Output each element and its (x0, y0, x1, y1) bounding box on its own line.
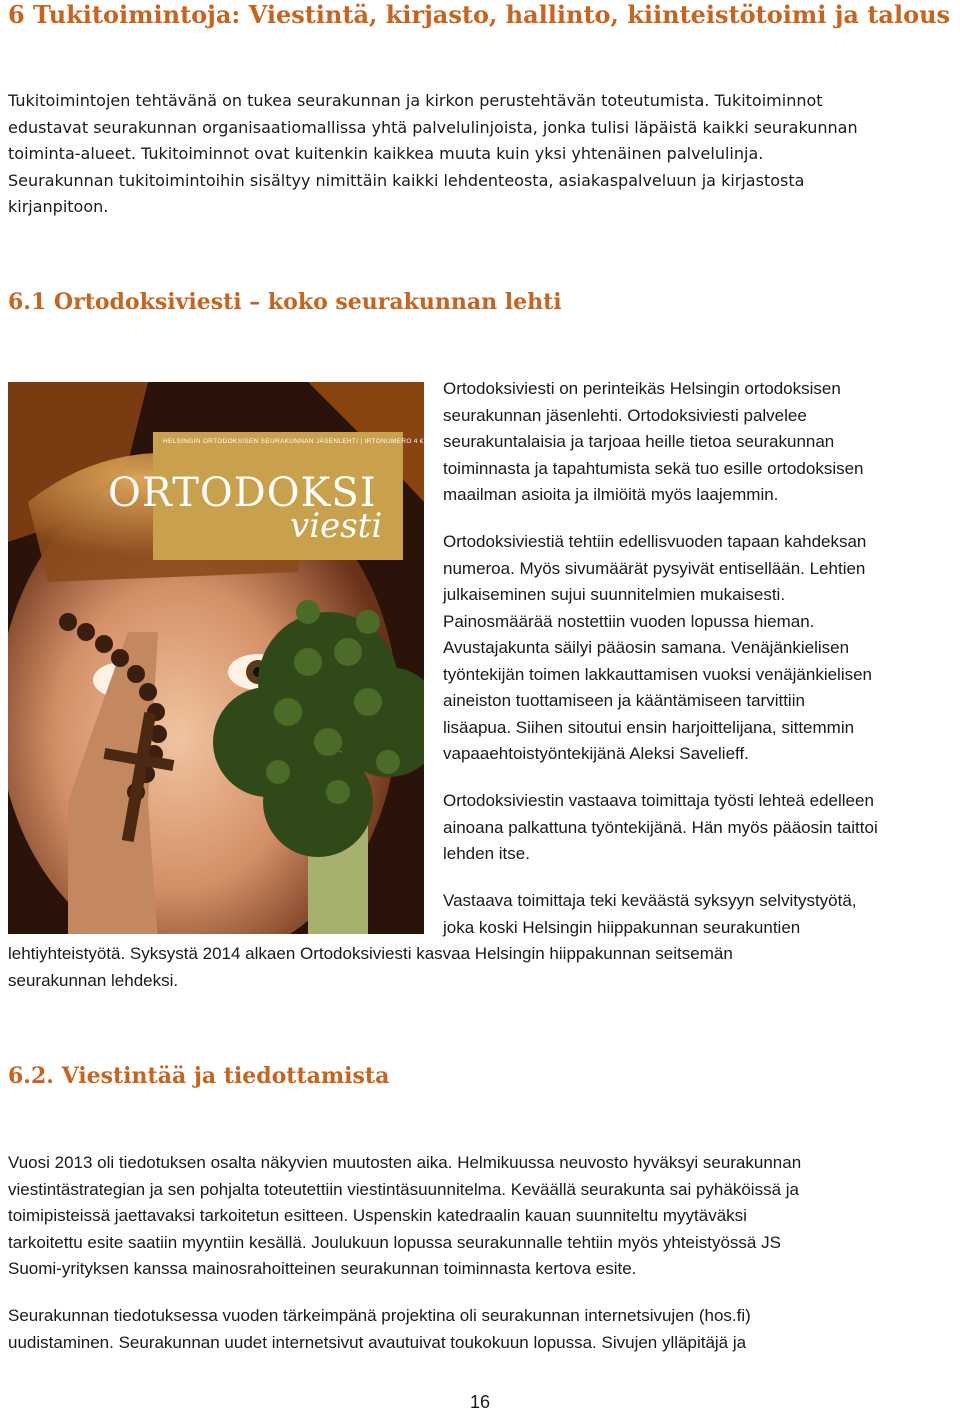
section-1-paragraph-4 (443, 888, 955, 941)
page-number: 16 (469, 1392, 491, 1412)
text-line: joka koski Helsingin hiippakunnan seurakuntien (443, 917, 801, 937)
text-line: Seurakunnan tiedotuksessa vuoden tärkeimpänä projektina oli seurakunnan internetsivujen (hos.fi) (8, 1306, 751, 1325)
text-line: ainoana palkattuna työntekijänä. Hän myös pääosin taittoi (443, 817, 878, 837)
text-line: työntekijän toimen lakkauttamisen vuoksi venäjänkielisen (443, 664, 873, 684)
text-line: toimipisteissä jaettavaksi tarkoitetun esitteen. Uspenskin katedraalin kauan suunniteltu myytäväksi (8, 1206, 747, 1225)
section-1-paragraph-4-continued (8, 941, 952, 994)
section-2-title: 6.2. Viestintää ja tiedottamista (8, 1063, 390, 1089)
intro-paragraph (8, 88, 952, 221)
text-line: julkaiseminen sujui suunnitelmien mukaisesti. (443, 585, 786, 604)
text-line: lehden itse. (443, 844, 530, 863)
text-line: viestintästrategian ja sen pohjalta toteutettiin viestintäsuunnitelma. Keväällä seurakunta sai pyhäköissä ja (8, 1179, 799, 1199)
intro-line: kirjanpitoon. (8, 197, 109, 216)
masthead-title: ORTODOKSI (108, 470, 377, 516)
intro-line: Tukitoimintojen tehtävänä on tukea seurakunnan ja kirkon perustehtävän toteutumista. Tukitoiminnot (8, 91, 823, 110)
text-line: maailman asioita ja ilmiöitä myös laajemmin. (443, 485, 779, 504)
text-line: lehtiyhteistyötä. Syksystä 2014 alkaen Ortodoksiviesti kasvaa Helsingin hiippakunnan seitsemän (8, 944, 733, 963)
page-heading: 6 Tukitoimintoja: Viestintä, kirjasto, hallinto, kiinteistötoimi ja talous (8, 0, 951, 29)
text-line: Avustajakunta säilyi pääosin samana. Venäjänkielisen (443, 638, 850, 657)
intro-line: Seurakunnan tukitoimintoihin sisältyy nimittäin kaikki lehdenteosta, asiakaspalveluun ja kirjastosta (8, 170, 805, 190)
text-line: uudistaminen. Seurakunnan uudet internetsivut avautuivat toukokuun lopussa. Sivujen ylläpitäjä ja (8, 1332, 747, 1352)
section-1-paragraph-3 (443, 788, 960, 868)
text-line: toiminnasta ja tapahtumista sekä tuo esille ortodoksisen (443, 458, 864, 478)
text-line: vapaaehtoistyöntekijänä Aleksi Savelieff. (443, 744, 749, 763)
text-line: lisäapua. Siihen sitoutui ensin harjoittelijana, sittemmin (443, 717, 855, 737)
text-line: Ortodoksiviestiä tehtiin edellisvuoden tapaan kahdeksan (443, 532, 867, 551)
intro-line: edustavat seurakunnan organisaatiomallissa yhtä palvelulinjoista, jonka tulisi läpäistä kaikki seurakunnan (8, 117, 858, 137)
text-line: seurakunnan lehdeksi. (8, 970, 179, 990)
text-line: aineiston tuottamiseen ja kääntämiseen tarvittiin (443, 691, 805, 710)
masthead-script-title: viesti (290, 506, 383, 546)
section-1-title: 6.1 Ortodoksiviesti – koko seurakunnan lehti (8, 289, 562, 315)
ortodoksiviesti-cover-image (8, 382, 424, 934)
text-line: tarkoitettu esite saatiin myyntiin kesällä. Joulukuun lopussa seurakunnalle tehtiin myös yhteistyössä JS (8, 1232, 781, 1252)
text-line: numeroa. Myös sivumäärät pysyivät entisellään. Lehtien (443, 558, 866, 578)
text-line: Ortodoksiviestin vastaava toimittaja työsti lehteä edelleen (443, 791, 874, 810)
text-line: seurakuntalaisia ja tarjoaa heille tietoa seurakunnan (443, 432, 835, 451)
text-line: Painosmäärää nostettiin vuoden lopussa hieman. (443, 611, 815, 631)
text-line: Vuosi 2013 oli tiedotuksen osalta näkyvien muutosten aika. Helmikuussa neuvosto hyväksyi seurakunnan (8, 1153, 802, 1172)
masthead-subtitle: HELSINGIN ORTODOKSISEN SEURAKUNNAN JÄSENLEHTI | IRTONUMERO 4 € (163, 438, 424, 445)
text-line: Ortodoksiviesti on perinteikäs Helsingin ortodoksisen (443, 379, 841, 398)
section-2-paragraph-2 (8, 1303, 952, 1356)
section-2-paragraph-1 (8, 1150, 952, 1283)
text-line: seurakunnan jäsenlehti. Ortodoksiviesti palvelee (443, 405, 807, 425)
section-1-paragraph-2 (443, 529, 955, 768)
text-line: Suomi-yrityksen kanssa mainosrahoitteinen seurakunnan toiminnasta kertova esite. (8, 1259, 637, 1278)
text-line: Vastaava toimittaja teki keväästä syksyyn selvitystyötä, (443, 891, 857, 910)
intro-line: toiminta-alueet. Tukitoiminnot ovat kuitenkin kaikkea muuta kuin yksi yhtenäinen palvelulinja. (8, 144, 764, 163)
section-1-paragraph-1 (443, 376, 955, 509)
